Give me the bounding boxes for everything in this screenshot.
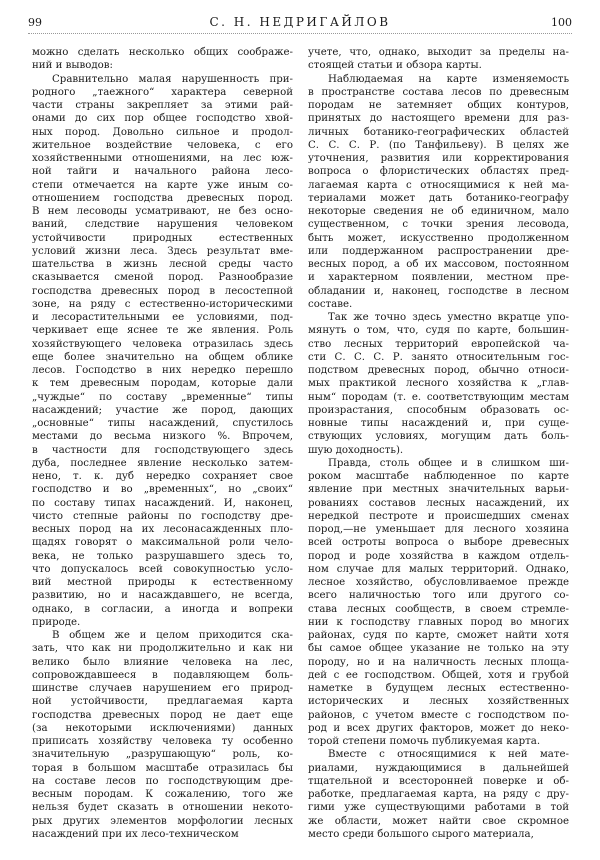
text-line: весных пород, а об их массовом, постоянном: [308, 259, 569, 270]
text-line: всей остроты вопроса о выборе древесных: [308, 537, 569, 549]
text-line: шательства в жизнь лесной среды часто: [32, 259, 293, 270]
text-line: наметке в будущем лесных естественно-: [308, 683, 569, 694]
text-line: зоне, на ряду с естественно-историческими: [32, 298, 293, 310]
text-line: нельзя будет сказать в отношении некото-: [32, 802, 293, 814]
text-line: части страны закрепляет за этими рай-: [32, 100, 293, 111]
text-line: весным породам. К сожалению, того же: [32, 789, 293, 800]
text-line: работке, предлагаемая карта, на ряду с дру-: [308, 789, 569, 800]
text-line: ствующих условиях, могущим дать боль-: [308, 431, 569, 443]
text-line: бы самое общее указание не только на эту: [308, 643, 569, 655]
text-line: В общем же и целом приходится ска-: [52, 630, 293, 641]
text-line: (за некоторыми исключениями) данных: [32, 722, 293, 734]
text-line: велико было влияние человека на лес,: [32, 656, 293, 668]
text-line: породу, но и на наличность лесных площа-: [308, 656, 569, 668]
text-line: В нем лесоводы усматривают, не без осно-: [32, 206, 293, 217]
text-line: ным“ породам (т. е. соответствующим местам: [308, 391, 569, 403]
text-line: нено, т. к. дуб нередко сохраняет свое: [32, 471, 293, 482]
text-line: пород и роде хозяйства в каждом отдель-: [308, 550, 569, 562]
text-line: личных ботанико-географических областей: [308, 126, 569, 138]
text-line: ство лесных территорий европейской ча-: [308, 338, 569, 350]
text-line: щадях говорят о максимальной роли чело-: [32, 537, 293, 549]
text-line: Вместе с относящимися к ней мате-: [328, 749, 569, 761]
text-line: чисто степные районы по господству дре-: [32, 510, 293, 522]
text-line: мых практикой лесного хозяйства к „глав-: [308, 378, 569, 390]
text-line: господство и во „временных“, но „своих“: [32, 484, 293, 496]
text-line: нередкой пестроте и происшедших сменах: [308, 510, 569, 522]
text-line: составе.: [308, 298, 353, 310]
text-line: черкивает еще яснее те же явления. Роль: [32, 325, 293, 337]
text-line: стоящей статьи и обзора карты.: [308, 60, 482, 72]
text-line: лагаемая карта с относящимися к ней ма-: [308, 179, 569, 191]
text-line: местами до весьма низкого %. Впрочем,: [32, 431, 293, 443]
text-line: степи отмечается на карте уже иным со-: [32, 179, 293, 191]
text-line: ной тайги и начального района лесо-: [32, 166, 293, 178]
text-line: произрастания, способным образовать ос-: [308, 404, 569, 416]
text-line: сопровождавшееся в подавляющем боль-: [32, 669, 293, 681]
text-line: к тем древесным породам, которые дали: [32, 378, 293, 390]
text-line: принятых до настоящего времени для раз-: [308, 113, 569, 125]
left-column: [32, 46, 293, 841]
text-line: насаждений; участие же пород, дающих: [32, 404, 293, 416]
paragraph: [308, 73, 569, 312]
text-line: уточнения, развития или корректирования: [308, 153, 569, 164]
header-rule: [28, 33, 572, 34]
text-line: Сравнительно малая нарушенность при-: [52, 73, 293, 85]
text-line: хозяйственными отношениями, на лес юж-: [32, 153, 293, 164]
text-line: еще более значительно на общем облике: [32, 351, 293, 363]
text-line: насаждений при их лесо-техническом: [32, 828, 239, 840]
text-line: Правда, столь общее и в слишком ши-: [328, 457, 569, 469]
running-title: С. Н. НЕДРИГАЙЛОВ: [209, 15, 391, 29]
text-line: и характерном появлении, местном пре-: [308, 272, 569, 284]
text-line: Наблюдаемая на карте изменяемость: [328, 73, 569, 85]
text-line: рых других элементов морфологии лесных: [32, 815, 293, 827]
text-line: быть может, искусственно продолженном: [308, 232, 569, 244]
text-line: породам не затемняет общих контуров,: [308, 100, 569, 111]
text-line: весных пород на их лесонасажденных пло-: [32, 524, 293, 535]
text-line: рованиях составов лесных насаждений, их: [308, 497, 569, 509]
paragraph: [308, 748, 569, 841]
text-line: отношением господства древесных пород.: [32, 192, 293, 204]
text-line: зать, что как ни продолжительно и как ни: [32, 643, 293, 655]
text-line: районов, с учетом вместе с господством по-: [308, 709, 569, 721]
paragraph: [308, 311, 569, 457]
text-line: „основные“ типы насаждений, спустилось: [32, 418, 293, 429]
text-line: шинстве случаев нарушением его природ-: [32, 683, 293, 694]
paragraph: [308, 46, 569, 73]
text-line: вопроса о флористических областях пред-: [308, 166, 569, 178]
text-line: господства древесных пород в лесостепной: [32, 285, 293, 297]
text-line: род и всех других факторов, может до неко-: [308, 722, 569, 734]
paragraph: [32, 73, 293, 630]
paragraph: [32, 629, 293, 841]
text-line: ном случае для малых территорий. Однако,: [308, 563, 569, 575]
text-line: развитию, но и насаждавшего, не всегда,: [32, 590, 293, 602]
text-line: устойчивости природных естественных: [32, 232, 293, 244]
text-line: в частности для господствующего здесь: [32, 444, 293, 456]
text-line: место среди большого сырого материала,: [308, 828, 534, 840]
text-line: по составу типах насаждений. И, наконец,: [32, 497, 293, 509]
text-line: шую доходность).: [308, 444, 404, 456]
text-line: века, не только разрушавшего здесь то,: [32, 550, 293, 562]
text-line: обладании и, наконец, господстве в лесном: [308, 285, 569, 297]
text-line: териалами может дать ботанико-географу: [308, 192, 569, 204]
paragraph: [32, 46, 293, 73]
text-line: что допускалось всей совокупностью усло-: [32, 563, 293, 575]
text-line: ных пород. Довольно сильное и продол-: [32, 126, 293, 138]
text-line: учете, что, однако, выходит за пределы на-: [308, 47, 569, 58]
text-line: роком масштабе наблюденное по карте: [308, 471, 569, 482]
text-line: господства древесных пород не дает еще: [32, 709, 293, 721]
text-line: вий местной природы к естественному: [32, 577, 293, 588]
text-line: значительную „разрушающую“ роль, ко-: [32, 749, 293, 761]
text-line: родного „таежного“ характера северной: [32, 86, 293, 98]
text-line: „чуждые“ по составу „временные“ типы: [32, 391, 293, 403]
text-line: условий жизни леса. Здесь результат вме-: [32, 245, 293, 257]
text-line: сти С. С. С. Р. занято относительным гос-: [308, 351, 569, 363]
text-line: на составе лесов по господствующим дре-: [32, 775, 293, 787]
text-line: гими уже существующими работами в той: [308, 802, 569, 814]
text-line: однако, в согласии, а иногда и вопреки: [32, 603, 293, 615]
page-number-left: 99: [28, 16, 42, 29]
text-line: торая в большом масштабе отразилась бы: [32, 762, 293, 774]
text-line: торой степени помочь публикуемая карта.: [308, 736, 541, 747]
text-line: всего наличностью того или другого со-: [308, 590, 569, 602]
right-column: [308, 46, 569, 841]
text-line: става лесных сообществ, в своем стремле-: [308, 603, 569, 615]
text-line: и лесорастительными ее условиями, под-: [32, 312, 293, 323]
text-line: С. С. С. Р. (по Танфильеву). В целях же: [308, 139, 569, 151]
text-line: риалами, нуждающимися в дальнейшей: [308, 762, 569, 774]
text-line: дуба, последнее явление несколько затем-: [32, 457, 293, 469]
text-line: жительное воздействие человека, с его: [32, 139, 293, 151]
text-line: существенном, с точки зрения лесовода,: [308, 219, 569, 231]
text-line: сказывается сменой пород. Разнообразие: [32, 272, 293, 284]
text-line: мянуть о том, что, судя по карте, большин-: [308, 325, 569, 337]
text-line: ваний, следствие нарушения человеком: [32, 219, 293, 231]
text-line: хозяйствующего человека отразилась здесь: [32, 338, 293, 350]
text-line: тщательной и всесторонней поверке и об-: [308, 775, 569, 787]
running-header: [28, 16, 572, 30]
paragraph: [308, 457, 569, 749]
text-line: пород,—не уменьшает для лесного хозяина: [308, 524, 569, 535]
text-line: лесов. Господство в них нередко перешло: [32, 365, 293, 376]
text-line: лесное хозяйство, обусловливаемое прежде: [308, 577, 569, 588]
text-line: явление при местных значительных варьи-: [308, 484, 569, 496]
text-line: нии к господству главных пород во многих: [308, 616, 569, 628]
text-line: в пространстве состава лесов по древесным: [308, 86, 569, 98]
text-line: исторических и лесных хозяйственных: [308, 696, 569, 708]
text-line: подством древесных пород, обычно относи-: [308, 365, 569, 376]
text-line: или поддержанном распространении дре-: [308, 245, 569, 257]
text-line: некоторые сведения не об единичном, мало: [308, 206, 569, 217]
text-line: районах, судя по карте, сможет найти хотя: [308, 630, 569, 641]
text-line: приписать хозяйству человека ту особенно: [32, 736, 293, 747]
text-line: онами до сих пор общее господство хвой-: [32, 113, 293, 125]
text-line: природе.: [32, 616, 81, 628]
text-line: ной устойчивости, предлагаемая карта: [32, 696, 293, 708]
text-line: можно сделать несколько общих соображе-: [32, 47, 293, 58]
text-line: Так же точно здесь уместно вкратце упо-: [328, 312, 569, 323]
text-line: ний и выводов:: [32, 60, 113, 72]
text-line: же области, может найти свое скромное: [308, 815, 569, 827]
text-line: дей с ее господством. Общей, хотя и грубой: [308, 669, 569, 681]
page-number-right: 100: [551, 16, 572, 29]
text-line: новные типы насаждений и, при суще-: [308, 418, 569, 429]
